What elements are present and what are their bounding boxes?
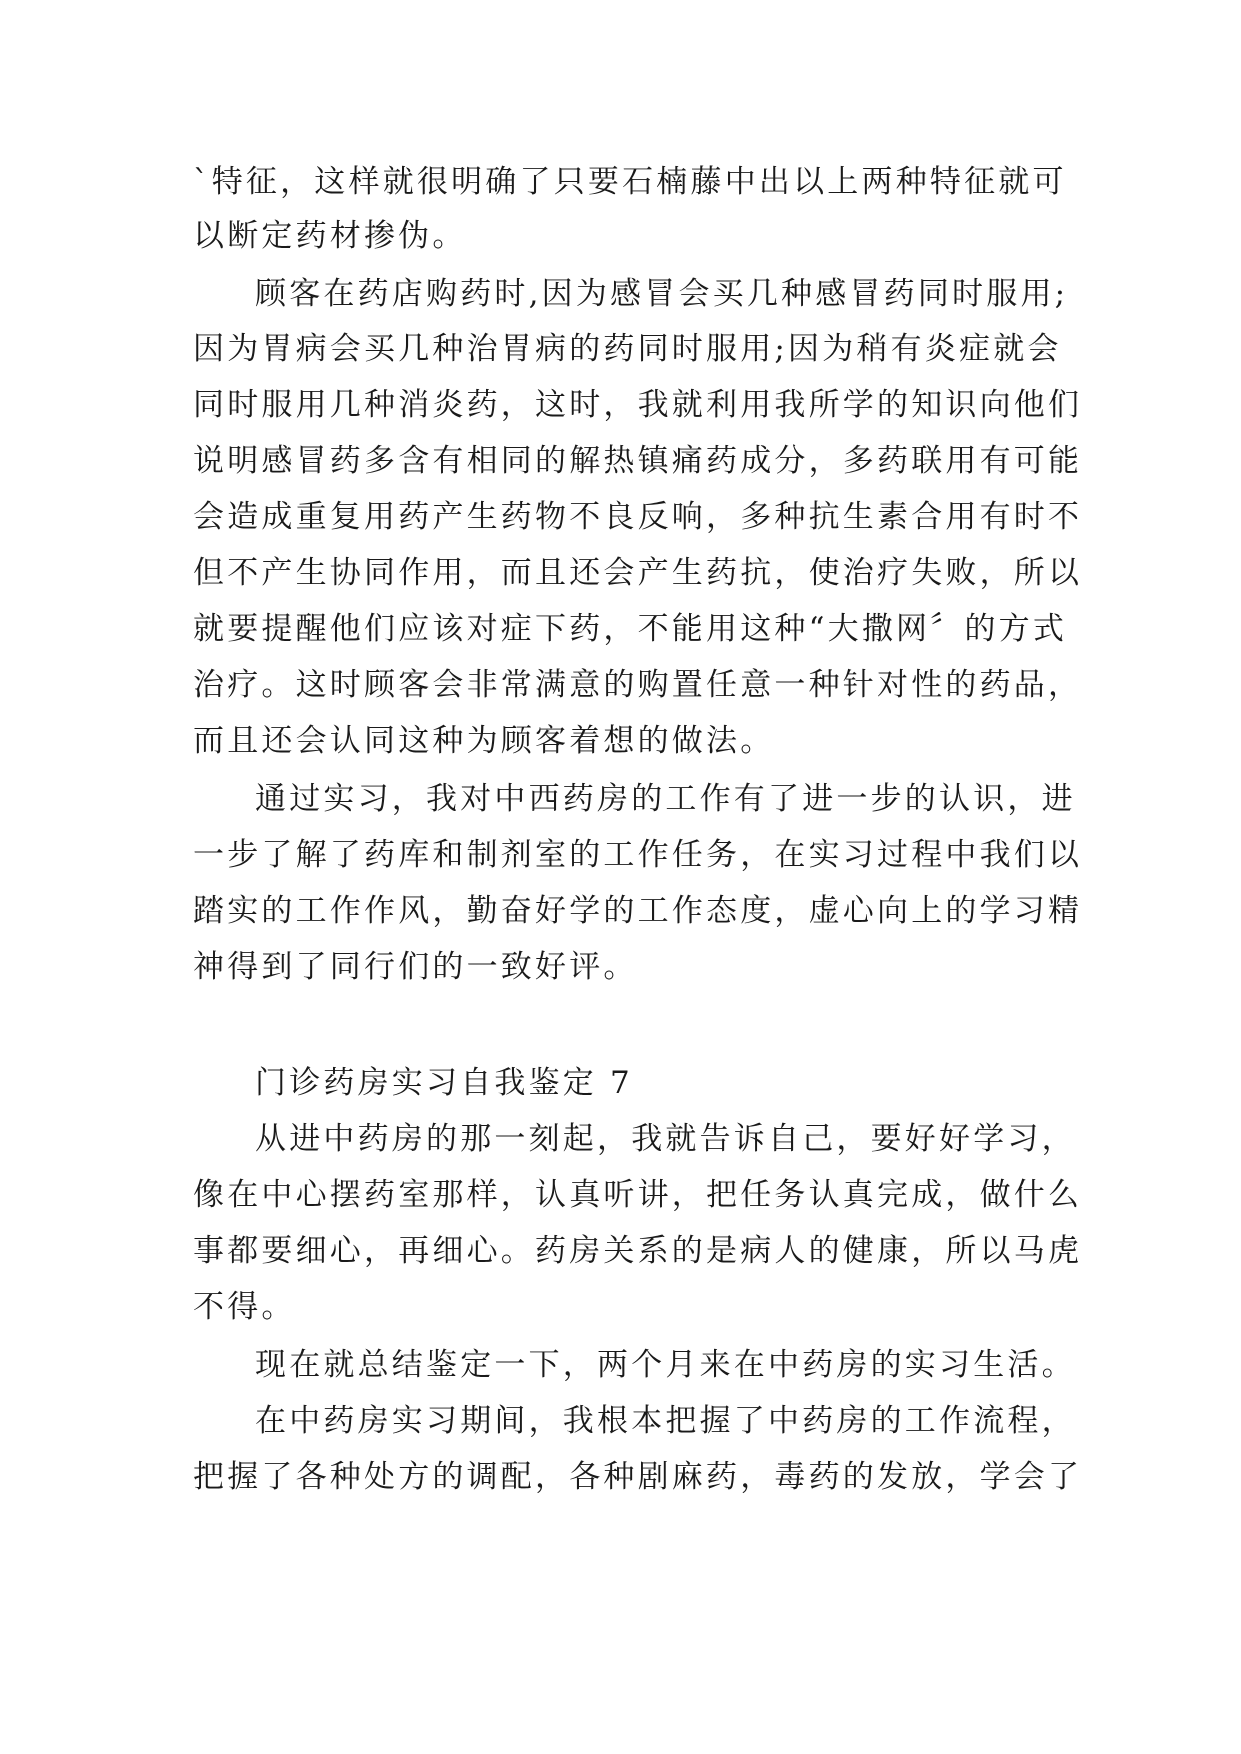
- text-line: 会造成重复用药产生药物不良反响，多种抗生素合用有时不: [193, 499, 1083, 535]
- paragraph-start-line: 现在就总结鉴定一下，两个月来在中药房的实习生活。: [255, 1347, 1076, 1383]
- text-line: `特征，这样就很明确了只要石楠藤中出以上两种特征就可: [193, 164, 1067, 200]
- paragraph-start-line: 从进中药房的那一刻起，我就告诉自己，要好好学习，: [255, 1121, 1076, 1157]
- text-line: 同时服用几种消炎药，这时，我就利用我所学的知识向他们: [193, 387, 1083, 423]
- section-heading: 门诊药房实习自我鉴定 7: [255, 1065, 633, 1101]
- text-line: 治疗。这时顾客会非常满意的购置任意一种针对性的药品，: [193, 667, 1083, 703]
- text-line: 不得。: [193, 1289, 296, 1325]
- text-line: 因为胃病会买几种治胃病的药同时服用;因为稍有炎症就会: [193, 331, 1062, 367]
- text-line: 神得到了同行们的一致好评。: [193, 949, 638, 985]
- text-line: 一步了解了药库和制剂室的工作任务，在实习过程中我们以: [193, 837, 1083, 873]
- paragraph-start-line: 顾客在药店购药时,因为感冒会买几种感冒药同时服用;: [255, 276, 1069, 312]
- text-line: 说明感冒药多含有相同的解热镇痛药成分，多药联用有可能: [193, 443, 1083, 479]
- paragraph-start-line: 通过实习，我对中西药房的工作有了进一步的认识，进: [255, 781, 1076, 817]
- paragraph-start-line: 在中药房实习期间，我根本把握了中药房的工作流程，: [255, 1403, 1076, 1439]
- text-line: 以断定药材掺伪。: [193, 218, 467, 254]
- text-line: 事都要细心，再细心。药房关系的是病人的健康，所以马虎: [193, 1233, 1083, 1269]
- text-line: 就要提醒他们应该对症下药，不能用这种“大撒网〞的方式: [193, 611, 1068, 647]
- text-line: 踏实的工作作风，勤奋好学的工作态度，虚心向上的学习精: [193, 893, 1083, 929]
- text-line: 而且还会认同这种为顾客着想的做法。: [193, 723, 775, 759]
- text-line: 把握了各种处方的调配，各种剧麻药，毒药的发放，学会了: [193, 1459, 1083, 1495]
- text-line: 像在中心摆药室那样，认真听讲，把任务认真完成，做什么: [193, 1177, 1083, 1213]
- text-line: 但不产生协同作用，而且还会产生药抗，使治疗失败，所以: [193, 555, 1083, 591]
